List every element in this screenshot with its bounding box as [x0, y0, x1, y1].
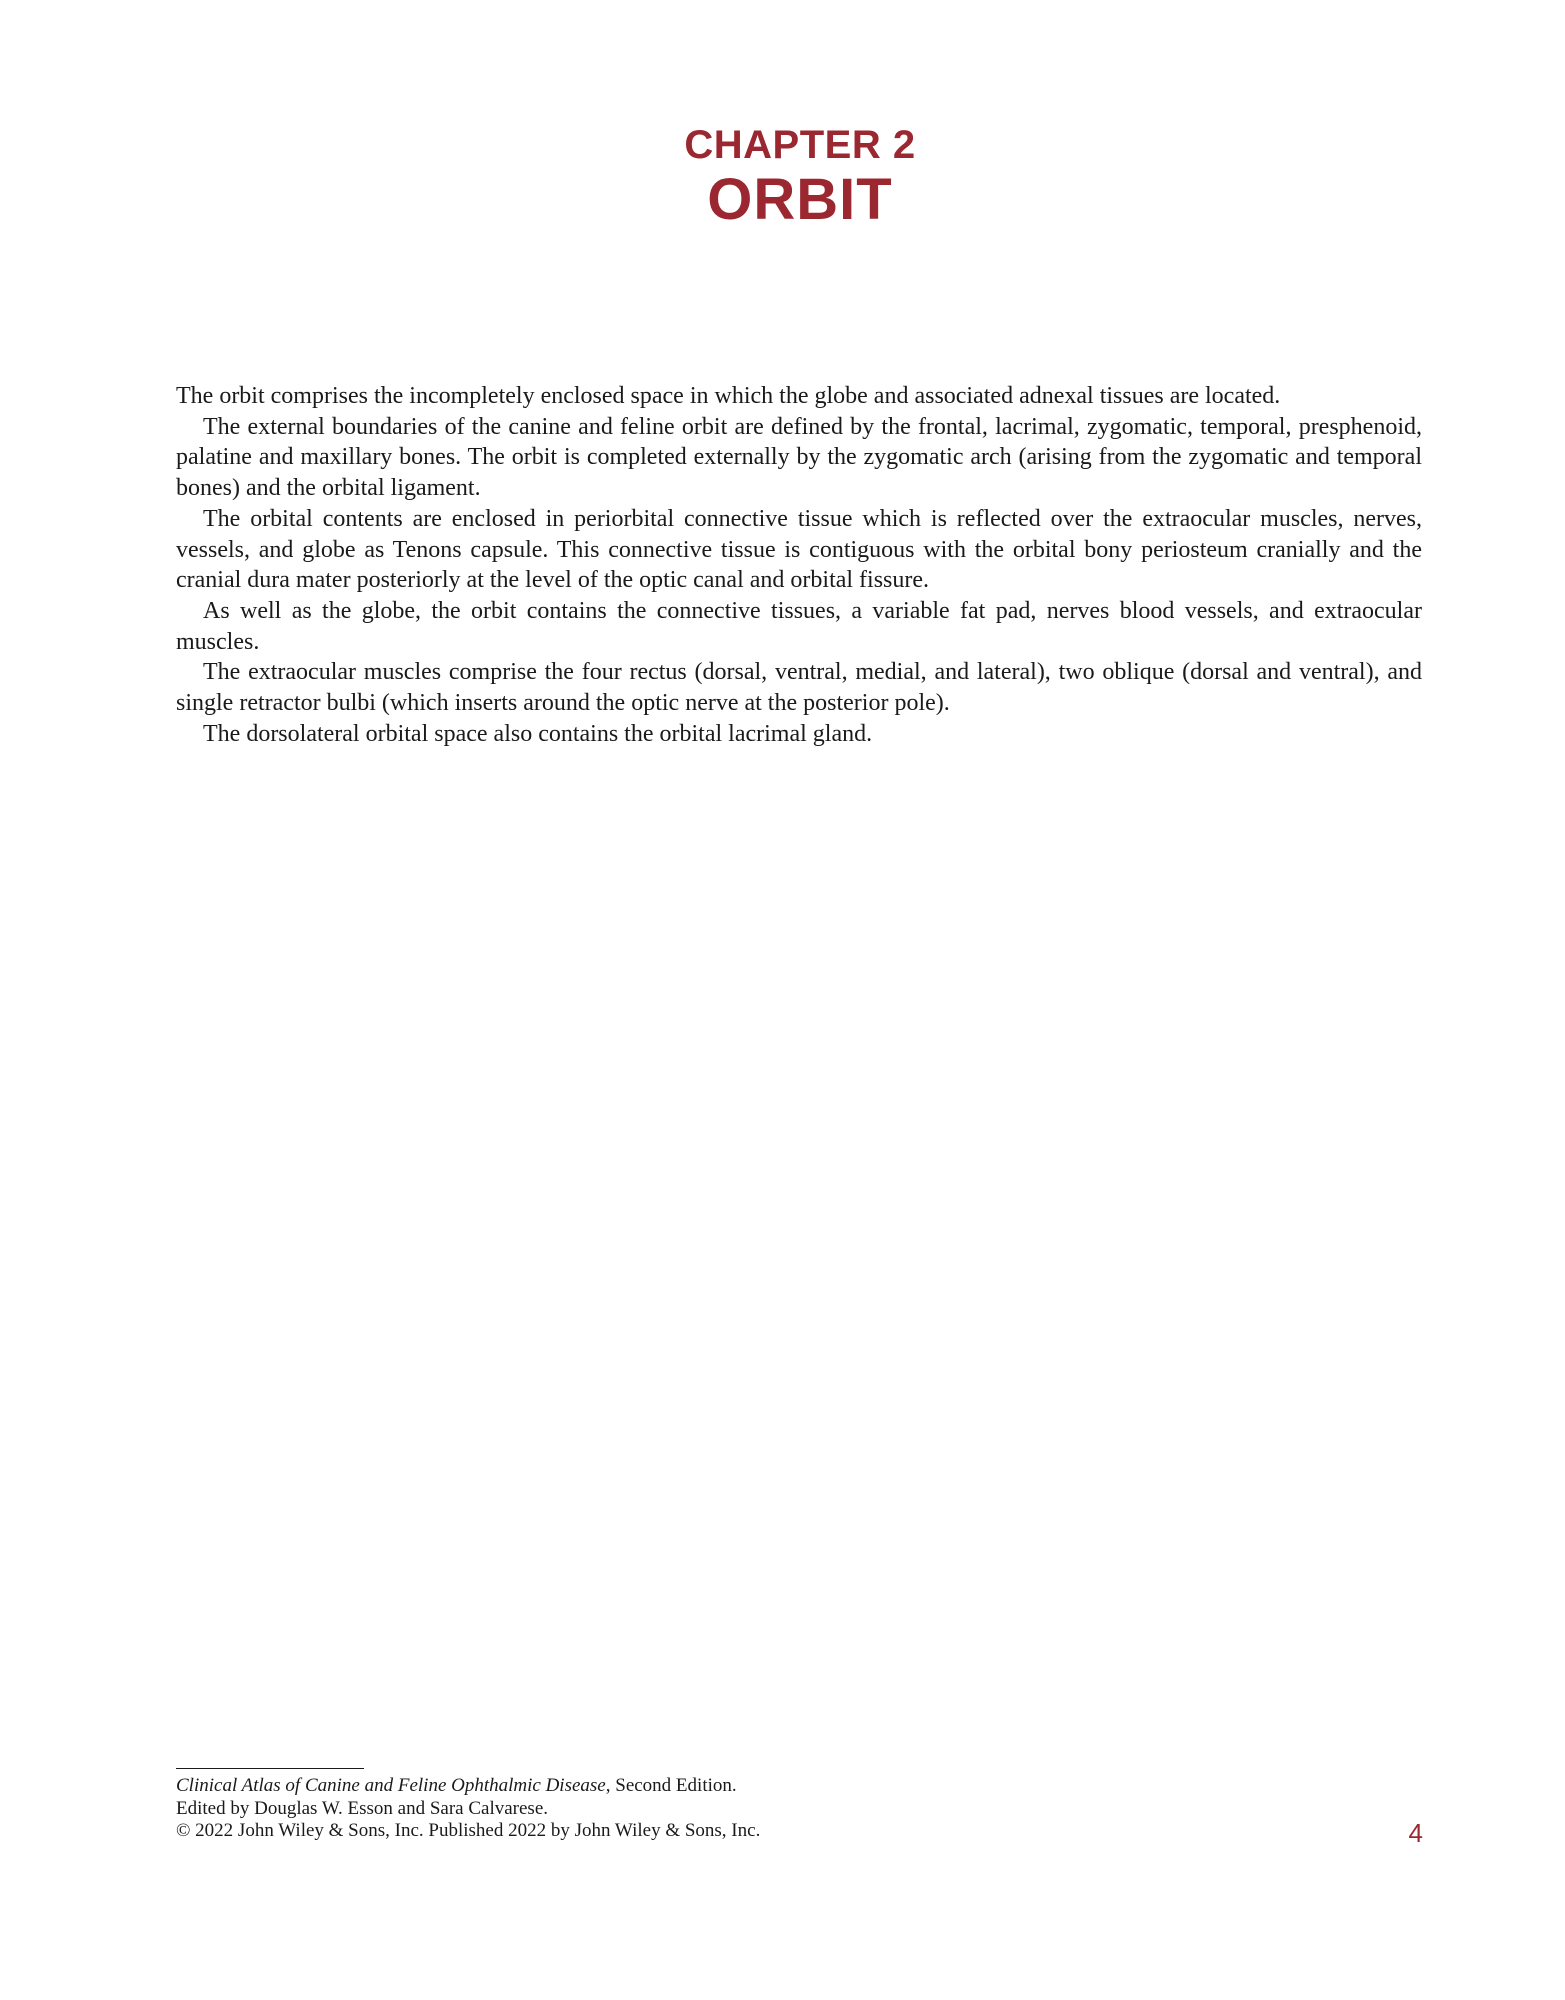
- paragraph-1: The orbit comprises the incompletely enclosed space in which the globe and associated adnexal tissues are located.: [176, 383, 1281, 409]
- book-title: Clinical Atlas of Canine and Feline Ophthalmic Disease: [176, 1775, 606, 1796]
- paragraph-6: The dorsolateral orbital space also contains the orbital lacrimal gland.: [203, 720, 873, 747]
- paragraph-5: The extraocular muscles comprise the four rectus (dorsal, ventral, medial, and lateral), two oblique (dorsal and ventral), and single retractor bulbi (which inserts around the optic nerve at the posterior pole).: [176, 659, 1422, 717]
- book-editors: Edited by Douglas W. Esson and Sara Calvarese.: [176, 1797, 549, 1819]
- publication-footer: [176, 1775, 1076, 1843]
- footnote-rule: [176, 1768, 364, 1769]
- book-citation: [176, 1775, 1076, 1798]
- chapter-heading: [0, 122, 1565, 232]
- page-number: 4: [1408, 1818, 1423, 1848]
- book-edition: , Second Edition.: [605, 1775, 737, 1796]
- paragraph-4: As well as the globe, the orbit contains the connective tissues, a variable fat pad, nerves blood vessels, and extraocular muscles.: [176, 597, 1422, 655]
- copyright-notice: © 2022 John Wiley & Sons, Inc. Published 2022 by John Wiley & Sons, Inc.: [176, 1820, 761, 1841]
- chapter-label: CHAPTER 2: [684, 123, 916, 167]
- paragraph-2: The external boundaries of the canine and feline orbit are defined by the frontal, lacrimal, zygomatic, temporal, presphenoid, palatine and maxillary bones. The orbit is completed externally by the zygomatic arch (arising from the zygomatic and temporal bones) and the orbital ligament.: [176, 413, 1422, 502]
- chapter-title: ORBIT: [707, 167, 893, 232]
- body-text: [176, 381, 1422, 749]
- paragraph-3: The orbital contents are enclosed in periorbital connective tissue which is reflected over the extraocular muscles, nerves, vessels, and globe as Tenons capsule. This connective tissue is contiguous with the orbital bony periosteum cranially and the cranial dura mater posteriorly at the level of the optic canal and orbital fissure.: [176, 505, 1422, 594]
